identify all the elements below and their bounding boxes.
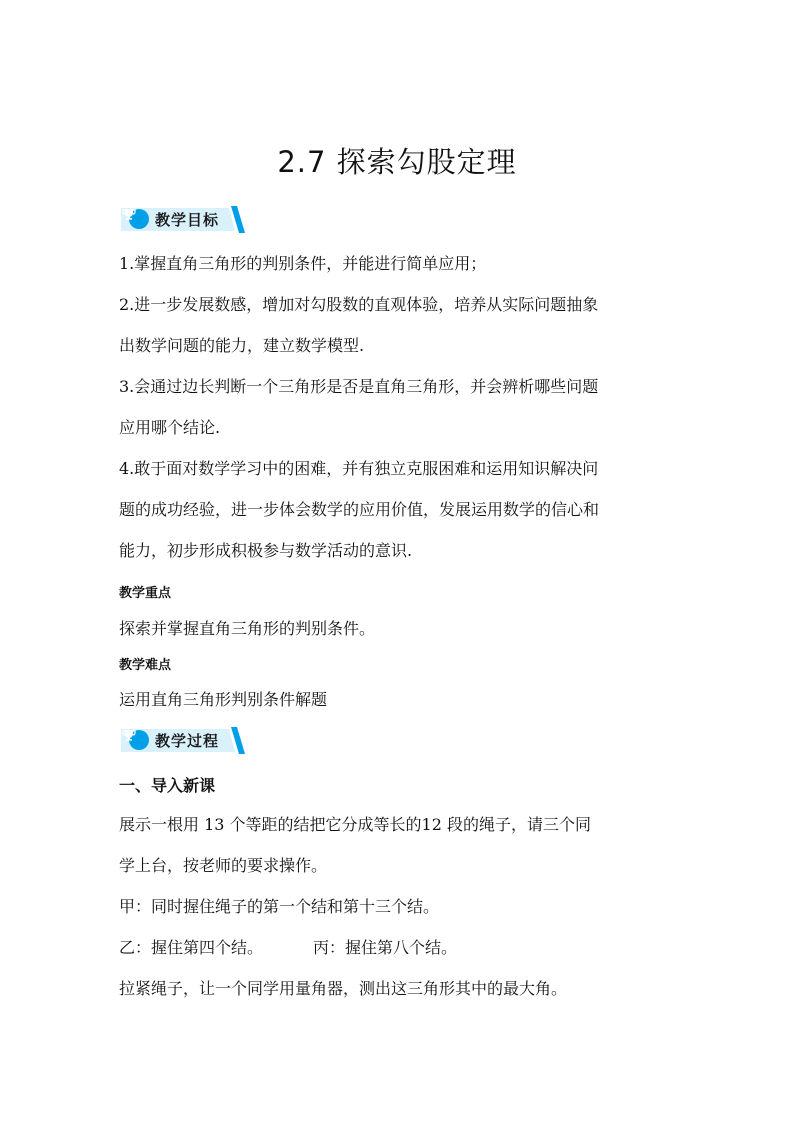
goal-2-line-1: 2.进一步发展数感，增加对勾股数的直观体验，培养从实际问题抽象 [119,295,599,314]
difficult-point-text: 运用直角三角形判别条件解题 [119,690,328,709]
section-one-heading: 一、导入新课 [119,776,216,795]
trophy-icon [121,206,137,222]
section-one-intro-line-2: 学上台，按老师的要求操作。 [119,856,328,875]
step-bing: 丙：握住第八个结。 [313,938,458,957]
goal-1-line-1: 1.掌握直角三角形的判别条件，并能进行简单应用； [119,254,487,273]
goal-4-line-1: 4.敢于面对数学学习中的困难，并有独立克服困难和运用知识解决问 [119,459,599,478]
goal-3-line-1: 3.会通过边长判断一个三角形是否是直角三角形，并会辨析哪些问题 [119,377,599,396]
goal-4-line-3: 能力，初步形成积极参与数学活动的意识. [119,541,413,560]
step-yi: 乙：握住第四个结。 [119,938,264,957]
goal-4-line-2: 题的成功经验，进一步体会数学的应用价值，发展运用数学的信心和 [119,500,600,519]
goal-3 [119,366,685,448]
section-one-intro-line-1: 展示一根用 13 个等距的结把它分成等长的12 段的绳子，请三个同 [119,815,591,834]
goal-4 [119,448,685,571]
trophy-icon [121,727,137,743]
step-jia: 甲：同时握住绳子的第一个结和第十三个结。 [119,897,440,916]
step-last: 拉紧绳子，让一个同学用量角器，测出这三角形其中的最大角。 [119,979,568,998]
goal-1 [119,243,685,284]
key-point-text: 探索并掌握直角三角形的判别条件。 [119,619,376,638]
teaching-goals-label: 教学目标 [155,211,220,229]
section-one-intro [119,804,685,886]
step-yi-bing-line [119,927,685,968]
teaching-goals-banner [121,206,247,233]
difficult-point-heading: 教学难点 [119,658,172,673]
key-point-heading: 教学重点 [119,586,172,601]
goal-3-line-2: 应用哪个结论. [119,418,221,437]
teaching-process-banner [121,727,247,754]
goal-2 [119,284,685,366]
document-title: 2.7 探索勾股定理 [277,145,517,179]
teaching-process-label: 教学过程 [155,732,220,750]
goal-2-line-2: 出数学问题的能力，建立数学模型. [119,336,365,355]
